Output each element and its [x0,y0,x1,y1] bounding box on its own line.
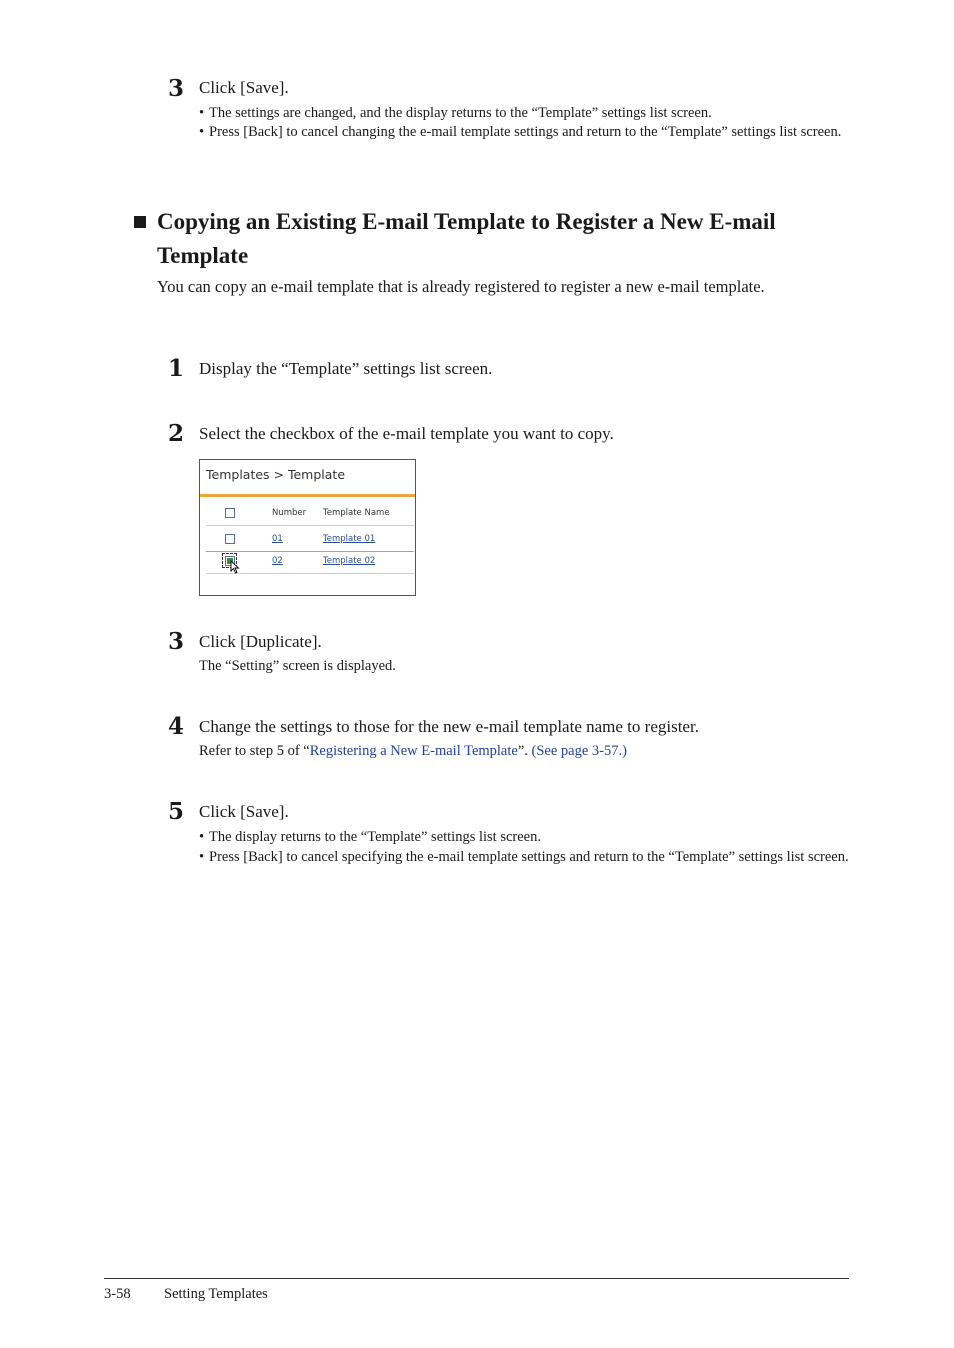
footer-divider [104,1278,849,1279]
select-all-checkbox[interactable] [225,508,235,518]
step-number: 4 [168,713,185,740]
bullet-item: • Press [Back] to cancel specifying the e-mail template settings and return to the “Template” settings list screen. [199,849,849,865]
template-number-link[interactable]: 02 [272,556,283,566]
mouse-pointer-icon [230,560,240,574]
step-text: Select the checkbox of the e-mail template you want to copy. [199,424,614,443]
bullet-item: • The display returns to the “Template” settings list screen. [199,829,541,845]
column-header-name: Template Name [323,508,390,518]
table-row [206,551,414,574]
step-text: Click [Save]. [199,78,289,97]
bullet-item: • The settings are changed, and the display returns to the “Template” settings list screen. [199,105,712,121]
footer-section-title: Setting Templates [164,1286,268,1302]
template-number-link[interactable]: 01 [272,534,283,544]
template-name-link[interactable]: Template 02 [323,556,376,566]
table-row [206,529,414,552]
template-list-screenshot [199,459,416,596]
step-text: Change the settings to those for the new e-mail template name to register. [199,717,699,736]
bullet-item: • Press [Back] to cancel changing the e-mail template settings and return to the “Template” settings list screen. [199,124,842,140]
section-intro: You can copy an e-mail template that is already registered to register a new e-mail template. [157,277,765,296]
step-text: Click [Save]. [199,802,289,821]
step-text: Click [Duplicate]. [199,632,322,651]
page-reference-link[interactable]: (See page 3-57.) [531,743,627,759]
step-note: Refer to step 5 of “Registering a New E-mail Template”. (See page 3-57.) [199,743,627,759]
step-number: 3 [168,628,185,655]
title-divider [200,494,415,497]
step-number: 3 [168,75,185,102]
step-number: 2 [168,420,185,447]
template-name-link[interactable]: Template 01 [323,534,376,544]
page-number: 3-58 [104,1286,131,1302]
step-number: 5 [168,798,185,825]
column-header-number: Number [272,508,307,518]
table-header-row [206,503,414,526]
step-note: The “Setting” screen is displayed. [199,658,396,674]
row-checkbox[interactable] [225,534,235,544]
cross-reference-link[interactable]: Registering a New E-mail Template [309,743,518,759]
square-bullet-icon [134,216,146,228]
breadcrumb: Templates > Template [206,467,346,482]
step-text: Display the “Template” settings list screen. [199,359,493,378]
step-number: 1 [168,355,185,382]
section-heading: Copying an Existing E-mail Template to Register a New E-mail Template [157,209,776,268]
